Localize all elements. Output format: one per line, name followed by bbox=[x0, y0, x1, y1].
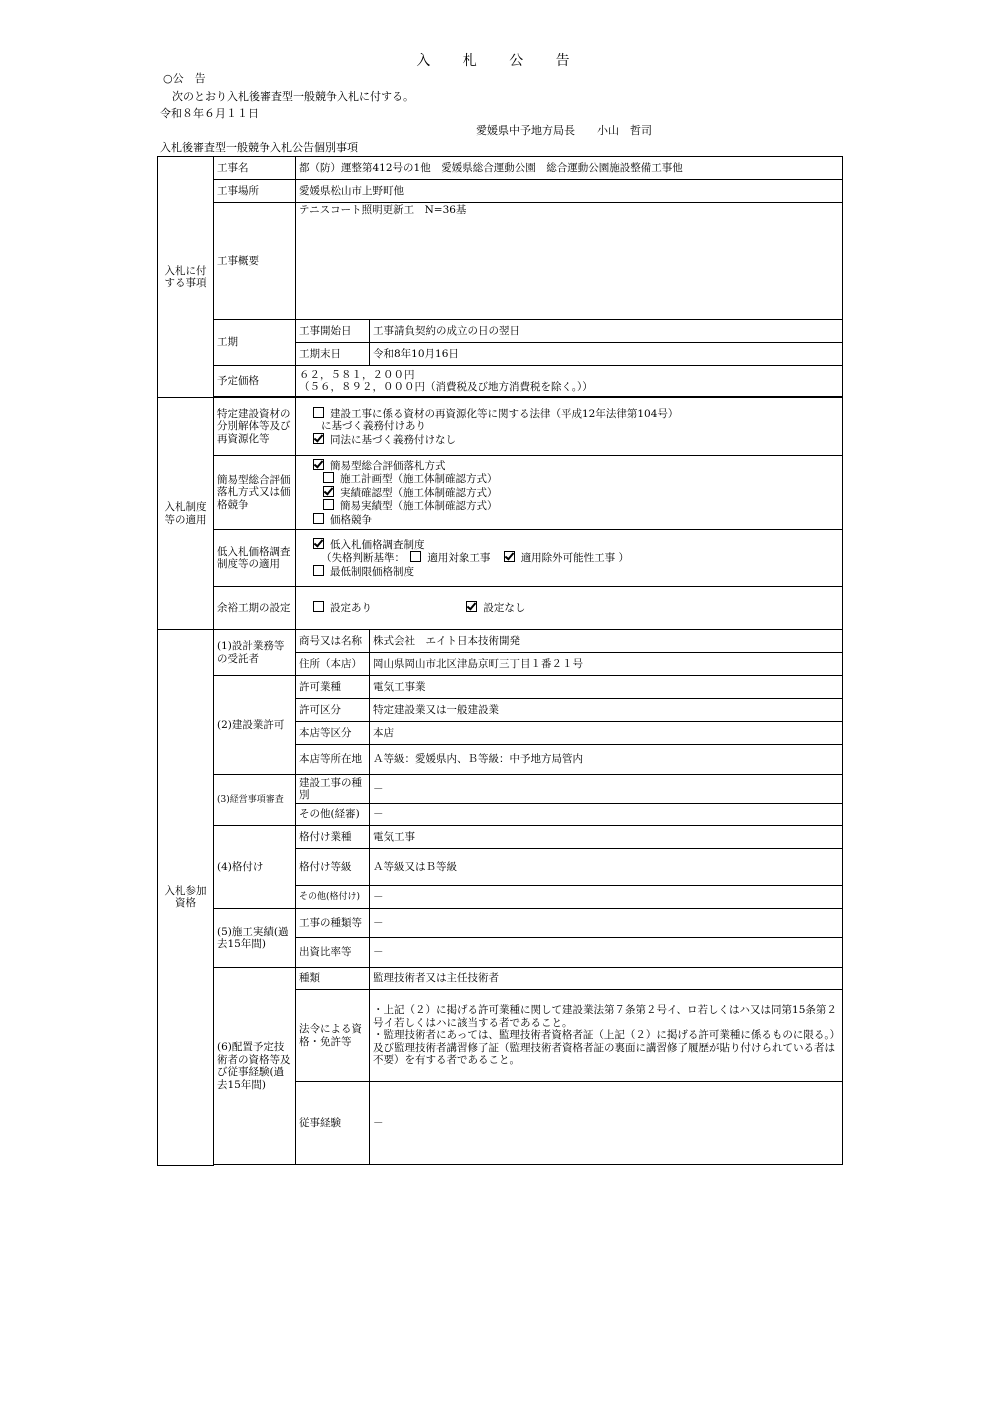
section-title: 入札後審査型一般競争入札公告個別事項 bbox=[160, 141, 358, 154]
low-opt1: 低入札価格調査制度 bbox=[330, 538, 425, 551]
project-place-label: 工事場所 bbox=[214, 180, 296, 203]
low-label: 低入札価格調査制度等の適用 bbox=[214, 530, 296, 587]
project-summary-label: 工事概要 bbox=[214, 203, 296, 320]
eval-sub1: 施工計画型（施工体制確認方式） bbox=[340, 473, 498, 486]
checkbox-checked-icon bbox=[313, 538, 324, 549]
checkbox-checked-icon bbox=[323, 486, 334, 497]
design-name-label: 商号又は名称 bbox=[296, 630, 370, 653]
low-criteria-suffix: ） bbox=[618, 552, 630, 565]
checkbox-unchecked-icon bbox=[313, 565, 324, 576]
eval-options bbox=[296, 456, 843, 530]
mgmt-label: (3)経営事項審査 bbox=[214, 775, 296, 826]
low-criteria-a: 適用対象工事 bbox=[427, 552, 491, 565]
issuer: 愛媛県中予地方局長 小山 哲司 bbox=[476, 124, 652, 137]
recycle-label: 特定建設資材の分別解体等及び再資源化等 bbox=[214, 398, 296, 456]
permit-class: 特定建設業又は一般建設業 bbox=[370, 699, 843, 722]
engineer-label: (6)配置予定技術者の資格等及び従事経験(過去15年間) bbox=[214, 968, 296, 1165]
checkbox-checked-icon bbox=[504, 551, 515, 562]
notice-table bbox=[157, 156, 843, 1166]
page-title: 入 札 公 告 bbox=[416, 53, 584, 69]
permit-type-label: 許可業種 bbox=[296, 676, 370, 699]
group-qual-label: 入札参加資格 bbox=[158, 630, 214, 1166]
eng-kind-label: 種類 bbox=[296, 968, 370, 990]
end-label: 工期末日 bbox=[296, 343, 370, 366]
rank-type: 電気工事 bbox=[370, 826, 843, 849]
checkbox-unchecked-icon bbox=[410, 551, 421, 562]
record-label: (5)施工実績(過去15年間) bbox=[214, 909, 296, 968]
checkbox-unchecked-icon bbox=[313, 407, 324, 418]
eval-label: 簡易型総合評価落札方式又は価格競争 bbox=[214, 456, 296, 530]
checkbox-unchecked-icon bbox=[323, 472, 334, 483]
rank-other-label: その他(格付け) bbox=[296, 886, 370, 909]
group-items-label: 入札に付する事項 bbox=[158, 157, 214, 398]
project-place: 愛媛県松山市上野町他 bbox=[296, 180, 843, 203]
group-system-label: 入札制度等の適用 bbox=[158, 398, 214, 630]
office-class: 本店 bbox=[370, 722, 843, 745]
low-opt2: 最低制限価格制度 bbox=[330, 565, 414, 578]
mgmt-other: － bbox=[370, 804, 843, 826]
permit-label: (2)建設業許可 bbox=[214, 676, 296, 775]
eval-sub2: 実績確認型（施工体制確認方式） bbox=[340, 486, 498, 499]
office-class-label: 本店等区分 bbox=[296, 722, 370, 745]
price-line2: （５６，８９２，０００円（消費税及び地方消費税を除く。）） bbox=[299, 381, 593, 393]
price-label: 予定価格 bbox=[214, 366, 296, 397]
checkbox-unchecked-icon bbox=[323, 499, 334, 510]
eval-opt1: 簡易型総合評価落札方式 bbox=[330, 459, 446, 472]
recycle-opt1: 建設工事に係る資材の再資源化等に関する法律（平成12年法律第104号） bbox=[330, 407, 679, 420]
checkbox-checked-icon bbox=[466, 601, 477, 612]
project-summary: テニスコート照明更新工 N=36基 bbox=[296, 203, 843, 320]
recycle-opt1-cont: に基づく義務付けあり bbox=[321, 420, 426, 433]
office-loc-label: 本店等所在地 bbox=[296, 745, 370, 775]
mgmt-other-label: その他(経審) bbox=[296, 804, 370, 826]
record-kind-label: 工事の種類等 bbox=[296, 909, 370, 938]
eng-license-1: ・上記（２）に掲げる許可業種に関して建設業法第７条第２号イ、ロ若しくはハ又は同第15条第２号イ若しくはハに該当する者であること。 bbox=[373, 1004, 837, 1029]
design-addr-label: 住所（本店） bbox=[296, 653, 370, 676]
eval-opt2: 価格競争 bbox=[330, 513, 372, 526]
price-value bbox=[296, 366, 843, 397]
rank-other: － bbox=[370, 886, 843, 909]
design-label: (1)設計業務等の受託者 bbox=[214, 630, 296, 676]
record-ratio-label: 出資比率等 bbox=[296, 938, 370, 968]
rank-grade-label: 格付け等級 bbox=[296, 849, 370, 886]
mgmt-kind-label: 建設工事の種別 bbox=[296, 775, 370, 804]
eng-license-label: 法令による資格・免許等 bbox=[296, 990, 370, 1082]
spare-opt2: 設定なし bbox=[483, 602, 526, 615]
eng-license-2: ・監理技術者にあっては、監理技術者資格者証（上記（２）に掲げる許可業種に係るものに限る。）及び監理技術者講習修了証（監理技術者資格者証の裏面に講習修了履歴が貼り付けられている者は不要）を有する者であること。 bbox=[373, 1029, 835, 1067]
record-ratio: － bbox=[370, 938, 843, 968]
spare-options bbox=[296, 587, 843, 630]
checkbox-unchecked-icon bbox=[313, 601, 324, 612]
notice-date: 令和８年６月１１日 bbox=[160, 107, 259, 120]
checkbox-checked-icon bbox=[313, 459, 324, 470]
low-criteria-b: 適用除外可能性工事 bbox=[520, 552, 616, 565]
checkbox-unchecked-icon bbox=[313, 513, 324, 524]
project-name-label: 工事名 bbox=[214, 157, 296, 180]
eng-exp: － bbox=[370, 1082, 843, 1165]
low-options bbox=[296, 530, 843, 587]
eng-kind: 監理技術者又は主任技術者 bbox=[370, 968, 843, 990]
spare-opt1: 設定あり bbox=[330, 602, 372, 615]
price-line1: ６２，５８１，２００円 bbox=[299, 368, 415, 381]
eval-sub3: 簡易実績型（施工体制確認方式） bbox=[340, 500, 498, 513]
checkbox-checked-icon bbox=[313, 433, 324, 444]
permit-type: 電気工事業 bbox=[370, 676, 843, 699]
rank-type-label: 格付け業種 bbox=[296, 826, 370, 849]
spare-label: 余裕工期の設定 bbox=[214, 587, 296, 630]
design-addr: 岡山県岡山市北区津島京町三丁目１番２１号 bbox=[370, 653, 843, 676]
start-value: 工事請負契約の成立の日の翌日 bbox=[370, 320, 843, 343]
start-label: 工事開始日 bbox=[296, 320, 370, 343]
record-kind: － bbox=[370, 909, 843, 938]
period-label: 工期 bbox=[214, 320, 296, 366]
permit-class-label: 許可区分 bbox=[296, 699, 370, 722]
lead-text: 次のとおり入札後審査型一般競争入札に付する。 bbox=[172, 90, 414, 103]
design-name: 株式会社 エイト日本技術開発 bbox=[370, 630, 843, 653]
eng-exp-label: 従事経験 bbox=[296, 1082, 370, 1165]
eng-license bbox=[370, 990, 843, 1082]
low-criteria-prefix: （失格判断基準： bbox=[321, 552, 405, 565]
office-loc: Ａ等級：愛媛県内、Ｂ等級：中予地方局管内 bbox=[370, 745, 843, 775]
notice-mark: ○公 告 bbox=[163, 72, 206, 85]
recycle-opt2: 同法に基づく義務付けなし bbox=[330, 433, 456, 446]
recycle-options bbox=[296, 398, 843, 456]
rank-label: (4)格付け bbox=[214, 826, 296, 909]
end-value: 令和8年10月16日 bbox=[370, 343, 843, 366]
project-name: 都（防）運整第412号の1他 愛媛県総合運動公園 総合運動公園施設整備工事他 bbox=[296, 157, 843, 180]
rank-grade: Ａ等級又はＢ等級 bbox=[370, 849, 843, 886]
mgmt-kind: － bbox=[370, 775, 843, 804]
